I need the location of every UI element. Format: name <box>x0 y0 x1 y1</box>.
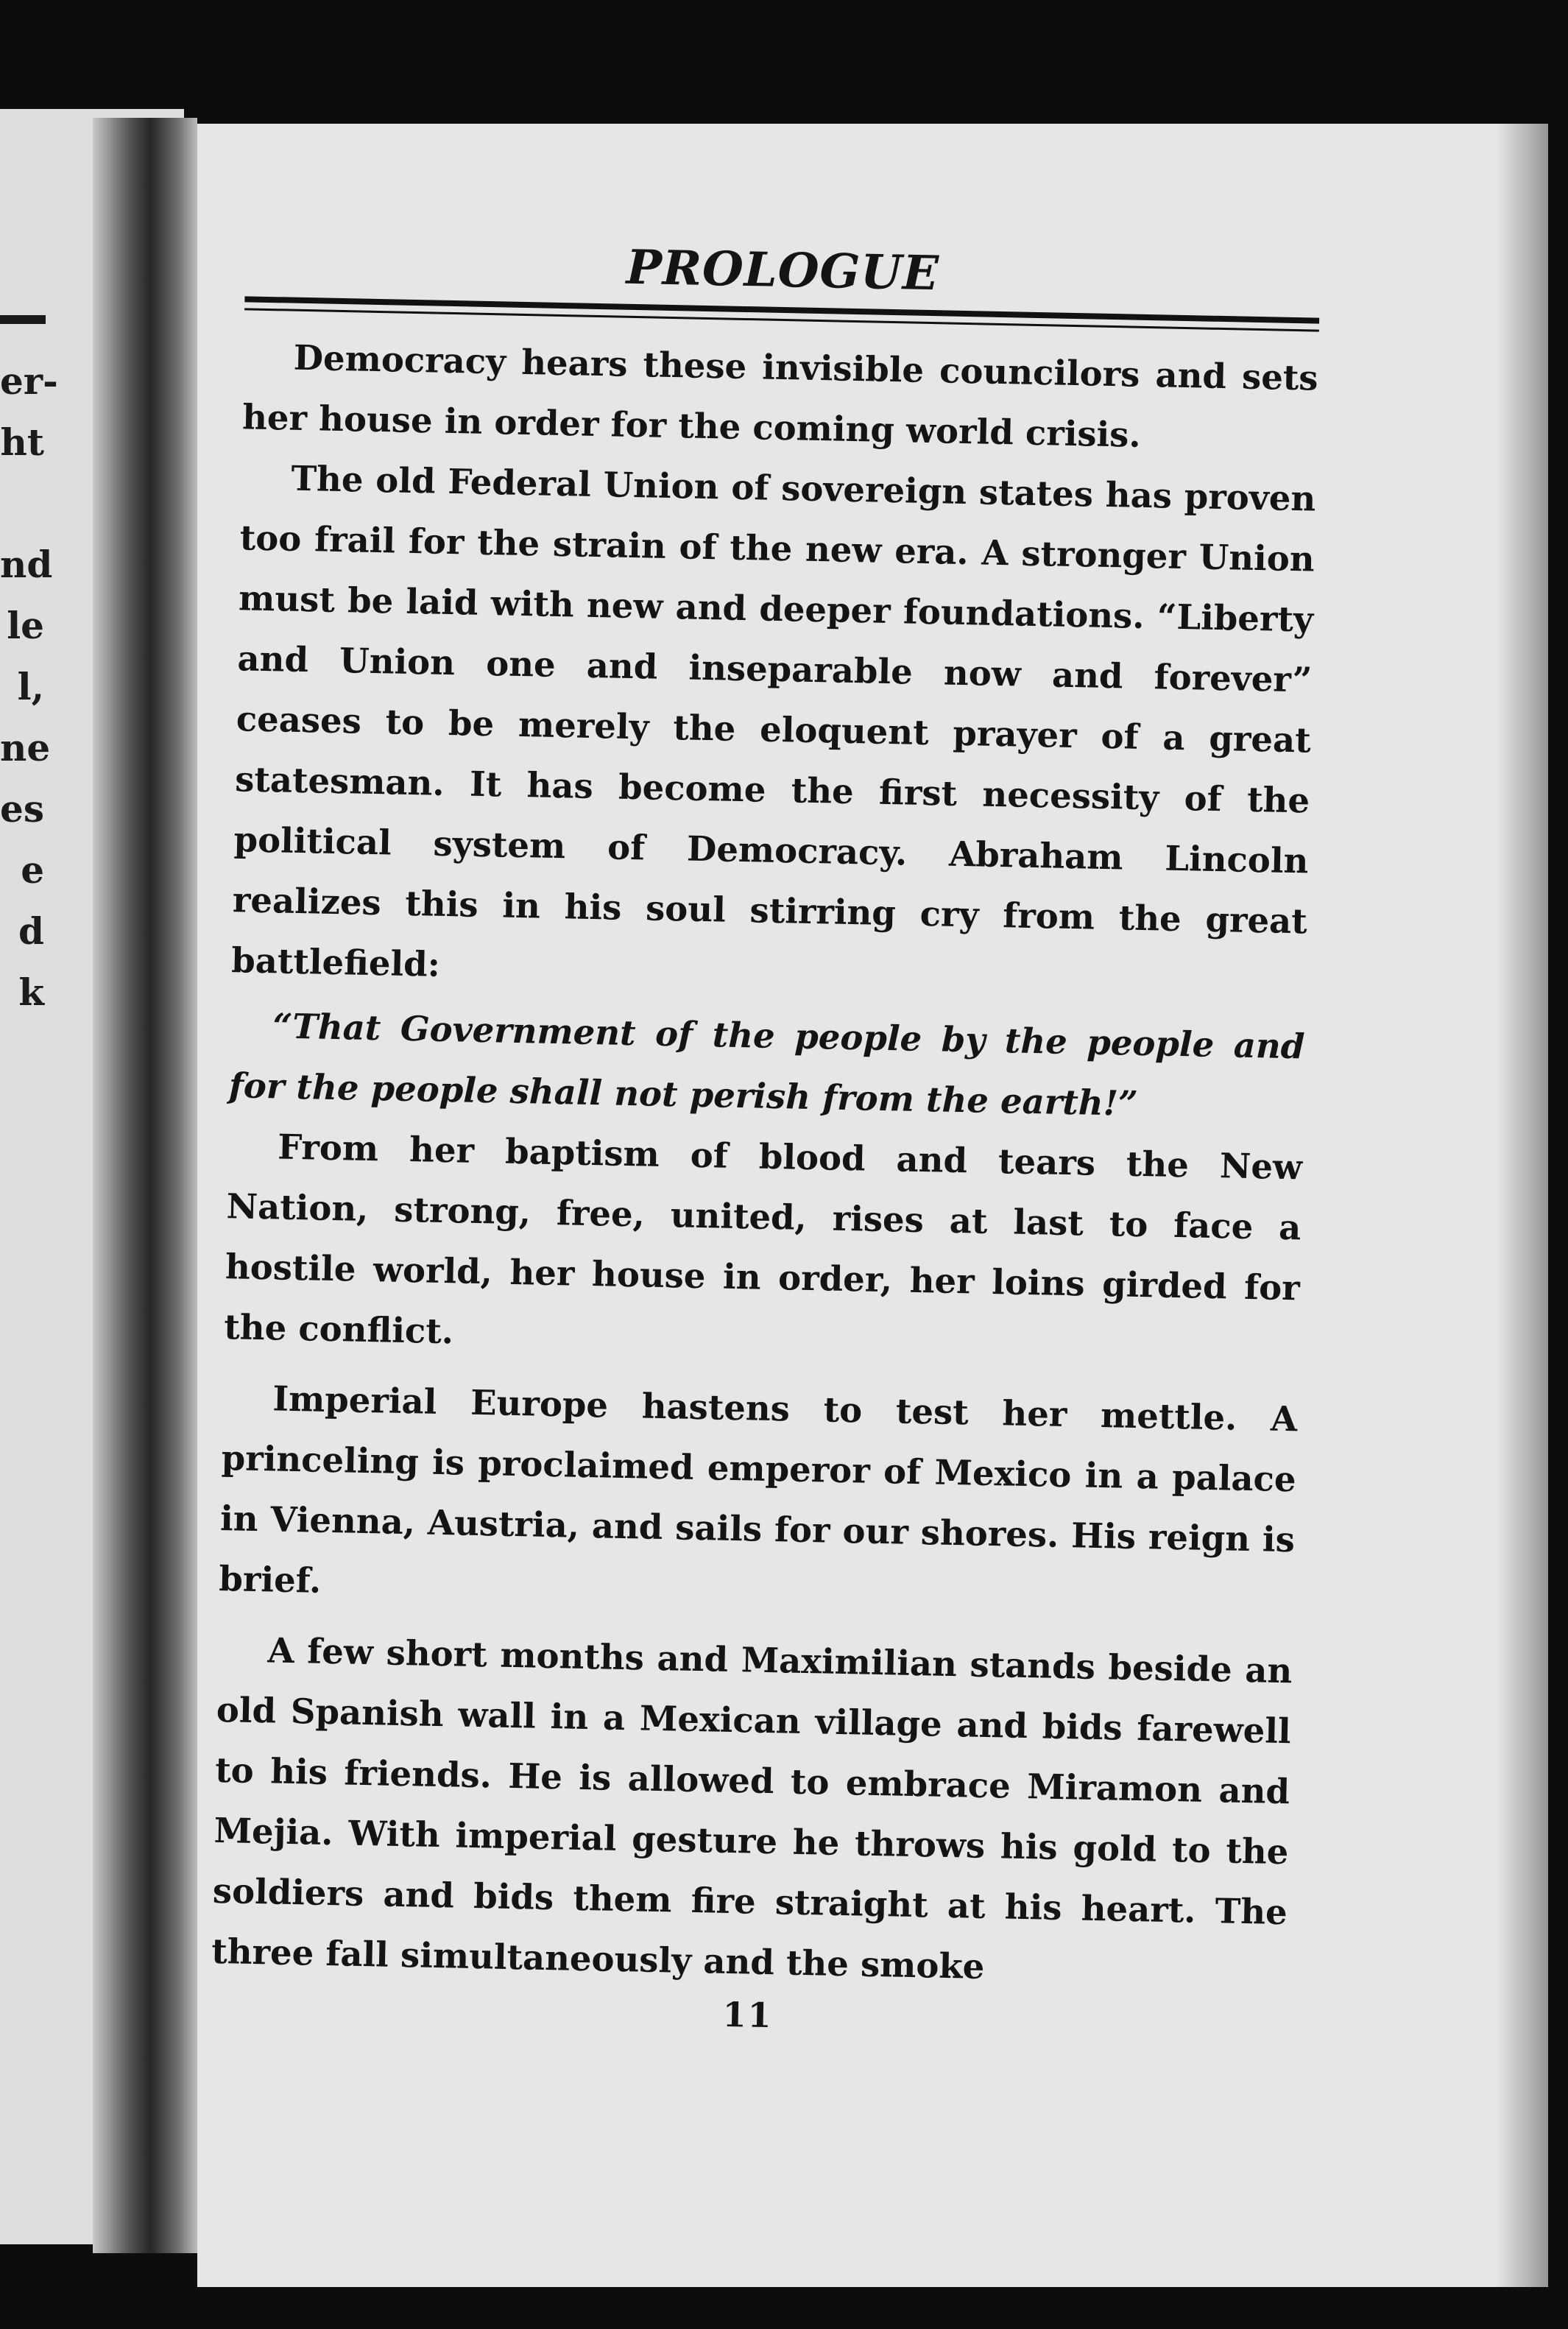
fragment-line: e <box>21 848 44 892</box>
page-content <box>210 234 1321 2046</box>
fragment-line: es <box>0 787 44 831</box>
fragment-line: d <box>18 909 44 953</box>
paragraph: From her baptism of blood and tears the New Nation, strong, free, united, rises at last to face a hostile world, her house in order, her loins girded for the conflict. <box>223 1126 1303 1352</box>
fragment-line: er- <box>0 359 58 403</box>
paragraph: Democracy hears these invisible councilors and sets her house in order for the coming world crisis. <box>241 337 1319 456</box>
previous-page-rule <box>0 315 46 324</box>
body-text <box>211 327 1319 2004</box>
quotation: “That Government of the people by the people and for the people shall not perish from the earth!” <box>228 1005 1305 1124</box>
current-page <box>197 124 1548 2287</box>
fragment-line: nd <box>0 543 53 586</box>
fragment-line: ne <box>0 726 51 769</box>
fragment-line: k <box>18 970 44 1014</box>
paragraph: The old Federal Union of sovereign states has proven too frail for the strain of the new era. A stronger Union must be laid with new and deeper foundations. “Liberty and Union one and inseparable now and forever” ceases to be merely the eloquent prayer of a great statesman. It has become the first necessity of the political system of Democracy. Abraham Lincoln realizes this in his soul stirring cry from the great battlefield: <box>230 458 1316 985</box>
fragment-line: l, <box>17 665 44 708</box>
book-gutter <box>93 118 197 2253</box>
page-title: PROLOGUE <box>626 239 940 302</box>
paragraph: A few short months and Maximilian stands beside an old Spanish wall in a Mexican village and bids farewell to his friends. He is allowed to embrace Miramon and Mejia. With imperial gesture he throws his gold to the soldiers and bids them fire straight at his heart. The three fall simultaneously and the smoke <box>211 1629 1293 1987</box>
fragment-line: le <box>7 604 44 647</box>
fragment-line <box>0 485 44 546</box>
page-edge-shadow <box>1497 124 1548 2287</box>
paragraph: Imperial Europe hastens to test her mettle. A princeling is proclaimed emperor of Mexico in a palace in Vienna, Austria, and sails for our shores. His reign is brief. <box>218 1378 1298 1602</box>
fragment-line: ht <box>0 420 44 464</box>
page-number: 11 <box>722 1995 774 2036</box>
previous-page-text-fragments <box>0 359 58 1035</box>
